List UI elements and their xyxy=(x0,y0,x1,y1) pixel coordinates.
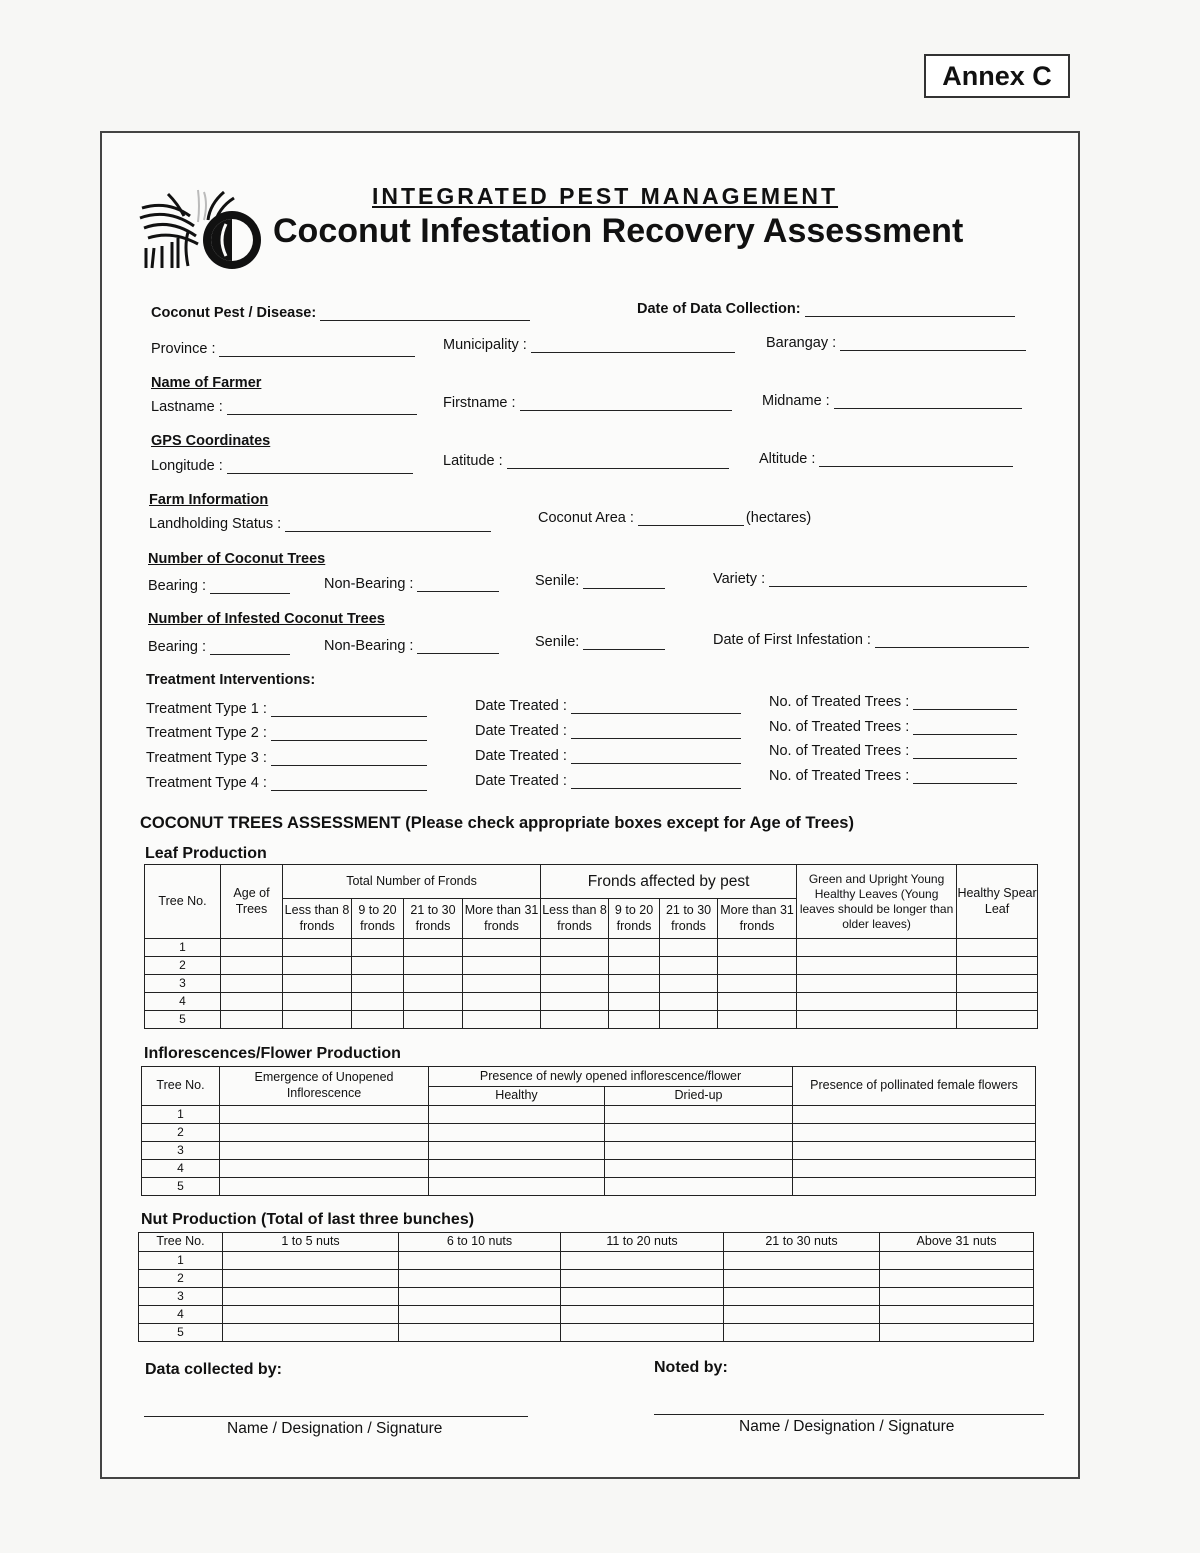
checkbox-cell[interactable] xyxy=(220,1142,429,1160)
inflo-header-dried: Dried-up xyxy=(605,1087,793,1106)
noted-by-label: Noted by: xyxy=(654,1359,728,1376)
checkbox-cell[interactable] xyxy=(429,1142,605,1160)
checkbox-cell[interactable] xyxy=(724,1252,880,1270)
checkbox-cell[interactable] xyxy=(724,1270,880,1288)
treatment-type-3-field[interactable]: Treatment Type 3 : xyxy=(146,750,427,766)
annex-label: Annex C xyxy=(924,54,1070,98)
municipality-field[interactable]: Municipality : xyxy=(443,337,735,353)
checkbox-cell[interactable] xyxy=(880,1270,1034,1288)
checkbox-cell[interactable] xyxy=(352,957,404,975)
age-cell[interactable] xyxy=(221,939,283,957)
leaf-total-range-1: Less than 8 fronds xyxy=(283,899,352,939)
checkbox-cell[interactable] xyxy=(793,1106,1036,1124)
checkbox-cell[interactable] xyxy=(463,1011,541,1029)
row-number: 3 xyxy=(139,1288,223,1306)
row-number: 1 xyxy=(145,939,221,957)
checkbox-cell[interactable] xyxy=(223,1306,399,1324)
checkbox-cell[interactable] xyxy=(660,957,718,975)
checkbox-cell[interactable] xyxy=(718,957,797,975)
checkbox-cell[interactable] xyxy=(223,1252,399,1270)
table-row xyxy=(142,1178,1036,1196)
table-row xyxy=(142,1160,1036,1178)
row-number: 4 xyxy=(142,1160,220,1178)
leaf-header-age: Age of Trees xyxy=(221,865,283,939)
row-number: 5 xyxy=(139,1324,223,1342)
firstname-field[interactable]: Firstname : xyxy=(443,395,732,411)
ipm-logo-icon xyxy=(138,186,266,272)
table-row xyxy=(145,939,1038,957)
checkbox-cell[interactable] xyxy=(561,1252,724,1270)
noted-by-signature-line[interactable] xyxy=(654,1414,1044,1415)
checkbox-cell[interactable] xyxy=(957,939,1038,957)
noted-by-signature-caption: Name / Designation / Signature xyxy=(739,1418,955,1435)
checkbox-cell[interactable] xyxy=(880,1306,1034,1324)
checkbox-cell[interactable] xyxy=(541,1011,609,1029)
checkbox-cell[interactable] xyxy=(880,1252,1034,1270)
checkbox-cell[interactable] xyxy=(609,975,660,993)
checkbox-cell[interactable] xyxy=(399,1306,561,1324)
midname-field[interactable]: Midname : xyxy=(762,393,1022,409)
date-treated-3-field[interactable]: Date Treated : xyxy=(475,748,741,764)
checkbox-cell[interactable] xyxy=(793,1142,1036,1160)
checkbox-cell[interactable] xyxy=(399,1252,561,1270)
checkbox-cell[interactable] xyxy=(797,975,957,993)
row-number: 5 xyxy=(145,1011,221,1029)
checkbox-cell[interactable] xyxy=(957,1011,1038,1029)
table-row xyxy=(145,993,1038,1011)
checkbox-cell[interactable] xyxy=(404,1011,463,1029)
checkbox-cell[interactable] xyxy=(561,1270,724,1288)
checkbox-cell[interactable] xyxy=(609,993,660,1011)
checkbox-cell[interactable] xyxy=(793,1124,1036,1142)
checkbox-cell[interactable] xyxy=(718,1011,797,1029)
pest-disease-field[interactable]: Coconut Pest / Disease: xyxy=(151,305,530,321)
senile-field[interactable]: Senile: xyxy=(535,573,665,589)
collected-by-label: Data collected by: xyxy=(145,1361,282,1378)
leaf-total-range-2: 9 to 20 fronds xyxy=(352,899,404,939)
checkbox-cell[interactable] xyxy=(660,1011,718,1029)
leaf-header-tree-no: Tree No. xyxy=(145,865,221,939)
leaf-affected-range-3: 21 to 30 fronds xyxy=(660,899,718,939)
bearing-field[interactable]: Bearing : xyxy=(148,578,290,594)
table-row xyxy=(142,1106,1036,1124)
checkbox-cell[interactable] xyxy=(797,957,957,975)
checkbox-cell[interactable] xyxy=(957,993,1038,1011)
treatment-type-4-field[interactable]: Treatment Type 4 : xyxy=(146,775,427,791)
row-number: 3 xyxy=(145,975,221,993)
checkbox-cell[interactable] xyxy=(404,975,463,993)
checkbox-cell[interactable] xyxy=(283,957,352,975)
infested-senile-field[interactable]: Senile: xyxy=(535,634,665,650)
checkbox-cell[interactable] xyxy=(220,1106,429,1124)
checkbox-cell[interactable] xyxy=(541,939,609,957)
checkbox-cell[interactable] xyxy=(352,975,404,993)
inflorescence-table xyxy=(141,1066,1036,1196)
checkbox-cell[interactable] xyxy=(223,1288,399,1306)
row-number: 2 xyxy=(142,1124,220,1142)
checkbox-cell[interactable] xyxy=(463,993,541,1011)
province-field[interactable]: Province : xyxy=(151,341,415,357)
program-title: INTEGRATED PEST MANAGEMENT xyxy=(372,183,839,209)
checkbox-cell[interactable] xyxy=(352,993,404,1011)
checkbox-cell[interactable] xyxy=(724,1288,880,1306)
table-row xyxy=(139,1324,1034,1342)
treated-trees-1-field[interactable]: No. of Treated Trees : xyxy=(769,694,1017,710)
latitude-field[interactable]: Latitude : xyxy=(443,453,729,469)
nut-header-6-10: 6 to 10 nuts xyxy=(399,1233,561,1252)
infested-non-bearing-field[interactable]: Non-Bearing : xyxy=(324,638,499,654)
farm-section-heading: Farm Information xyxy=(149,492,269,508)
age-cell[interactable] xyxy=(221,1011,283,1029)
nut-production-heading: Nut Production (Total of last three bunches) xyxy=(141,1211,475,1228)
table-row xyxy=(139,1270,1034,1288)
nut-header-1-5: 1 to 5 nuts xyxy=(223,1233,399,1252)
checkbox-cell[interactable] xyxy=(793,1160,1036,1178)
treatment-type-1-field[interactable]: Treatment Type 1 : xyxy=(146,701,427,717)
barangay-field[interactable]: Barangay : xyxy=(766,335,1026,351)
checkbox-cell[interactable] xyxy=(797,1011,957,1029)
checkbox-cell[interactable] xyxy=(463,975,541,993)
checkbox-cell[interactable] xyxy=(404,957,463,975)
checkbox-cell[interactable] xyxy=(429,1178,605,1196)
checkbox-cell[interactable] xyxy=(957,957,1038,975)
leaf-production-heading: Leaf Production xyxy=(145,845,267,862)
row-number: 2 xyxy=(145,957,221,975)
trees-section-heading: Number of Coconut Trees xyxy=(148,551,326,567)
age-cell[interactable] xyxy=(221,957,283,975)
checkbox-cell[interactable] xyxy=(793,1178,1036,1196)
table-row xyxy=(139,1306,1034,1324)
checkbox-cell[interactable] xyxy=(463,957,541,975)
longitude-field[interactable]: Longitude : xyxy=(151,458,413,474)
row-number: 3 xyxy=(142,1142,220,1160)
inflo-header-healthy: Healthy xyxy=(429,1087,605,1106)
checkbox-cell[interactable] xyxy=(718,993,797,1011)
leaf-production-table xyxy=(144,864,1038,1029)
leaf-header-total-fronds: Total Number of Fronds xyxy=(283,865,541,899)
checkbox-cell[interactable] xyxy=(609,939,660,957)
form-title: Coconut Infestation Recovery Assessment xyxy=(273,212,964,250)
farmer-section-heading: Name of Farmer xyxy=(151,375,262,391)
altitude-field[interactable]: Altitude : xyxy=(759,451,1013,467)
leaf-affected-range-2: 9 to 20 fronds xyxy=(609,899,660,939)
checkbox-cell[interactable] xyxy=(283,993,352,1011)
age-cell[interactable] xyxy=(221,993,283,1011)
nut-header-tree-no: Tree No. xyxy=(139,1233,223,1252)
gps-section-heading: GPS Coordinates xyxy=(151,433,271,449)
checkbox-cell[interactable] xyxy=(541,975,609,993)
checkbox-cell[interactable] xyxy=(429,1124,605,1142)
checkbox-cell[interactable] xyxy=(718,939,797,957)
checkbox-cell[interactable] xyxy=(561,1306,724,1324)
checkbox-cell[interactable] xyxy=(561,1288,724,1306)
landholding-field[interactable]: Landholding Status : xyxy=(149,516,491,532)
table-row xyxy=(139,1252,1034,1270)
date-collection-field[interactable]: Date of Data Collection: xyxy=(637,301,1015,317)
inflorescence-heading: Inflorescences/Flower Production xyxy=(144,1045,401,1062)
checkbox-cell[interactable] xyxy=(220,1178,429,1196)
checkbox-cell[interactable] xyxy=(605,1142,793,1160)
checkbox-cell[interactable] xyxy=(880,1288,1034,1306)
nut-header-21-30: 21 to 30 nuts xyxy=(724,1233,880,1252)
date-treated-2-field[interactable]: Date Treated : xyxy=(475,723,741,739)
checkbox-cell[interactable] xyxy=(404,993,463,1011)
nut-header-11-20: 11 to 20 nuts xyxy=(561,1233,724,1252)
checkbox-cell[interactable] xyxy=(399,1270,561,1288)
age-cell[interactable] xyxy=(221,975,283,993)
table-row xyxy=(145,1011,1038,1029)
checkbox-cell[interactable] xyxy=(609,1011,660,1029)
checkbox-cell[interactable] xyxy=(660,975,718,993)
leaf-affected-range-4: More than 31 fronds xyxy=(718,899,797,939)
checkbox-cell[interactable] xyxy=(399,1324,561,1342)
row-number: 1 xyxy=(142,1106,220,1124)
first-infestation-field[interactable]: Date of First Infestation : xyxy=(713,632,1029,648)
inflo-header-pollinated: Presence of pollinated female flowers xyxy=(793,1067,1036,1106)
checkbox-cell[interactable] xyxy=(880,1324,1034,1342)
date-treated-4-field[interactable]: Date Treated : xyxy=(475,773,741,789)
collected-by-signature-caption: Name / Designation / Signature xyxy=(227,1420,443,1437)
checkbox-cell[interactable] xyxy=(352,939,404,957)
date-treated-1-field[interactable]: Date Treated : xyxy=(475,698,741,714)
infested-bearing-field[interactable]: Bearing : xyxy=(148,639,290,655)
checkbox-cell[interactable] xyxy=(724,1324,880,1342)
checkbox-cell[interactable] xyxy=(463,939,541,957)
treated-trees-2-field[interactable]: No. of Treated Trees : xyxy=(769,719,1017,735)
checkbox-cell[interactable] xyxy=(352,1011,404,1029)
table-row xyxy=(139,1288,1034,1306)
treated-trees-3-field[interactable]: No. of Treated Trees : xyxy=(769,743,1017,759)
non-bearing-field[interactable]: Non-Bearing : xyxy=(324,576,499,592)
checkbox-cell[interactable] xyxy=(429,1160,605,1178)
leaf-header-healthy-spear: Healthy Spear Leaf xyxy=(957,865,1038,939)
nut-header-above-31: Above 31 nuts xyxy=(880,1233,1034,1252)
row-number: 2 xyxy=(139,1270,223,1288)
inflo-header-emergence: Emergence of Unopened Inflorescence xyxy=(220,1067,429,1106)
treated-trees-4-field[interactable]: No. of Treated Trees : xyxy=(769,768,1017,784)
row-number: 4 xyxy=(145,993,221,1011)
checkbox-cell[interactable] xyxy=(605,1106,793,1124)
treatment-section-heading: Treatment Interventions: xyxy=(146,672,316,688)
checkbox-cell[interactable] xyxy=(605,1160,793,1178)
row-number: 4 xyxy=(139,1306,223,1324)
row-number: 1 xyxy=(139,1252,223,1270)
inflo-header-presence-new: Presence of newly opened inflorescence/flower xyxy=(429,1067,793,1087)
lastname-field[interactable]: Lastname : xyxy=(151,399,417,415)
table-row xyxy=(145,975,1038,993)
checkbox-cell[interactable] xyxy=(609,957,660,975)
checkbox-cell[interactable] xyxy=(223,1324,399,1342)
leaf-header-fronds-affected: Fronds affected by pest xyxy=(541,865,797,899)
collected-by-signature-line[interactable] xyxy=(144,1416,528,1417)
checkbox-cell[interactable] xyxy=(283,975,352,993)
leaf-affected-range-1: Less than 8 fronds xyxy=(541,899,609,939)
coconut-area-field[interactable]: Coconut Area : (hectares) xyxy=(538,510,812,526)
checkbox-cell[interactable] xyxy=(797,939,957,957)
variety-field[interactable]: Variety : xyxy=(713,571,1027,587)
checkbox-cell[interactable] xyxy=(283,939,352,957)
checkbox-cell[interactable] xyxy=(605,1124,793,1142)
infested-section-heading: Number of Infested Coconut Trees xyxy=(148,611,385,627)
checkbox-cell[interactable] xyxy=(429,1106,605,1124)
checkbox-cell[interactable] xyxy=(797,993,957,1011)
checkbox-cell[interactable] xyxy=(541,993,609,1011)
row-number: 5 xyxy=(142,1178,220,1196)
table-row xyxy=(142,1142,1036,1160)
inflo-header-tree-no: Tree No. xyxy=(142,1067,220,1106)
checkbox-cell[interactable] xyxy=(561,1324,724,1342)
checkbox-cell[interactable] xyxy=(957,975,1038,993)
table-row xyxy=(142,1124,1036,1142)
checkbox-cell[interactable] xyxy=(605,1178,793,1196)
leaf-total-range-3: 21 to 30 fronds xyxy=(404,899,463,939)
checkbox-cell[interactable] xyxy=(660,993,718,1011)
table-row xyxy=(145,957,1038,975)
treatment-type-2-field[interactable]: Treatment Type 2 : xyxy=(146,725,427,741)
checkbox-cell[interactable] xyxy=(404,939,463,957)
nut-production-table xyxy=(138,1232,1034,1342)
leaf-total-range-4: More than 31 fronds xyxy=(463,899,541,939)
assessment-title: COCONUT TREES ASSESSMENT (Please check appropriate boxes except for Age of Trees) xyxy=(140,814,854,832)
leaf-header-green-upright: Green and Upright Young Healthy Leaves (Young leaves should be longer than older leaves) xyxy=(797,865,957,939)
checkbox-cell[interactable] xyxy=(660,939,718,957)
checkbox-cell[interactable] xyxy=(724,1306,880,1324)
checkbox-cell[interactable] xyxy=(220,1160,429,1178)
checkbox-cell[interactable] xyxy=(283,1011,352,1029)
checkbox-cell[interactable] xyxy=(223,1270,399,1288)
checkbox-cell[interactable] xyxy=(399,1288,561,1306)
checkbox-cell[interactable] xyxy=(541,957,609,975)
checkbox-cell[interactable] xyxy=(718,975,797,993)
checkbox-cell[interactable] xyxy=(220,1124,429,1142)
